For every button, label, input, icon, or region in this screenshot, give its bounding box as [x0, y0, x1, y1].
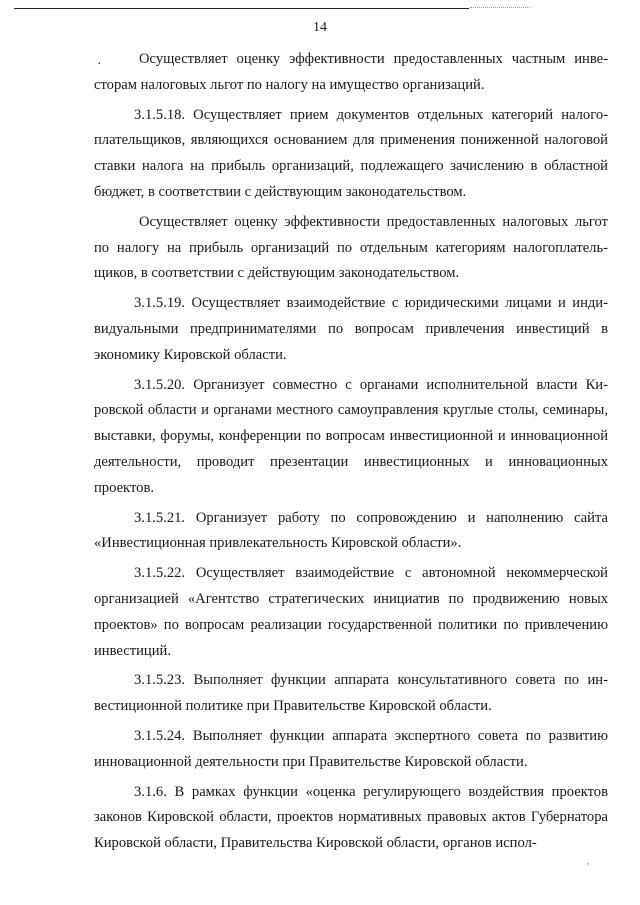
- paragraph: 3.1.5.22. Осуществляет взаимодействие с автономной некоммерческой организацией «Агентство стратегических инициатив по продвижению новых проектов» по вопросам реализации государственной политики по привлечению инвестиций.: [94, 565, 608, 659]
- page-number: 14: [313, 20, 327, 35]
- document-body: [94, 47, 608, 861]
- paragraph: 3.1.6. В рамках функции «оценка регулирующего воздействия проектов законов Кировской области, проектов нормативных правовых актов Губернатора Кировской области, Правительства Кировской области, органов испол-: [94, 783, 608, 852]
- bullet-marker: ·: [97, 57, 102, 72]
- paragraph: Осуществляет оценку эффективности предоставленных частным инвесторам налоговых льгот по налогу на имущество организаций.: [94, 51, 608, 93]
- header-rule: [14, 8, 469, 9]
- paragraph: 3.1.5.18. Осуществляет прием документов отдельных категорий налогоплательщиков, являющихся основанием для применения пониженной налоговой ставки налога на прибыль организаций, подлежащего зачислению в областной бюджет, в соответствии с действующим законодательством.: [94, 106, 608, 200]
- paragraph: Осуществляет оценку эффективности предоставленных налоговых льгот по налогу на прибыль организаций по отдельным категориям налогоплательщиков, в соответствии с действующим законодательством.: [94, 213, 608, 282]
- paragraph: 3.1.5.23. Выполняет функции аппарата консультативного совета по инвестиционной политике при Правительстве Кировской области.: [94, 672, 608, 715]
- paragraph: 3.1.5.19. Осуществляет взаимодействие с юридическими лицами и индивидуальными предпринимателями по вопросам привлечения инвестиций в экономику Кировской области.: [94, 295, 608, 363]
- paragraph: 3.1.5.20. Организует совместно с органами исполнительной власти Кировской области и органами местного самоуправления круглые столы, семинары, выставки, форумы, конференции по вопросам инвестиционной и инновационной деятельности, проводит презентации инвестиционных и инновационных проектов.: [94, 376, 608, 496]
- scan-mark: ,: [587, 856, 590, 867]
- paragraph: 3.1.5.24. Выполняет функции аппарата экспертного совета по развитию инновационной деятельности при Правительстве Кировской области.: [94, 727, 608, 770]
- header-rule-faint: [470, 7, 530, 8]
- paragraph: 3.1.5.21. Организует работу по сопровождению и наполнению сайта «Инвестиционная привлекательность Кировской области».: [94, 509, 608, 552]
